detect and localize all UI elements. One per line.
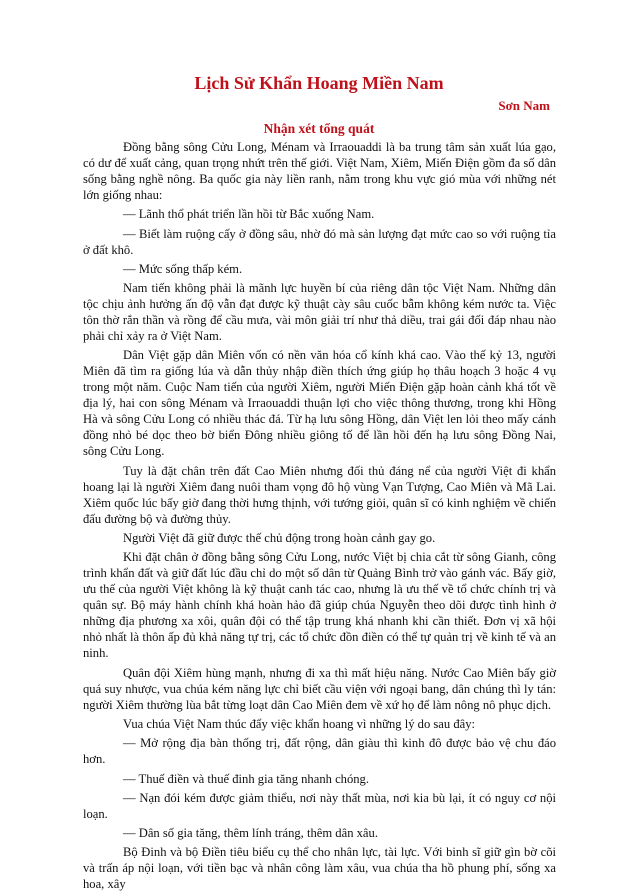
paragraph: — Thuế điền và thuế đinh gia tăng nhanh chóng. — [123, 771, 369, 786]
document-title: Lịch Sử Khẩn Hoang Miền Nam — [194, 73, 444, 93]
author-name: Sơn Nam — [498, 98, 550, 113]
paragraph: Nam tiến không phải là mãnh lực huyền bí của riêng dân tộc Việt Nam. Những dân tộc chịu ảnh hưởng ấn độ vẫn đạt được kỹ thuật cày sâu cuốc bẫm không kém nước ta. Việc tôn thờ rắn thần và rồng để cầu mưa, vài môn giải trí như thả diều, trai gái đối đáp nhau nào phải chỉ xảy ra ở Việt Nam. — [83, 281, 556, 344]
paragraph: Bộ Đinh và bộ Điền tiêu biểu cụ thể cho nhân lực, tài lực. Với binh sĩ giữ gìn bờ cõi và trấn áp nội loạn, với tiền bạc và nhân công làm xâu, vua chúa tha hồ phung phí, sống xa hoa, xây — [83, 845, 556, 892]
paragraph: Vua chúa Việt Nam thúc đẩy việc khẩn hoang vì những lý do sau đây: — [123, 716, 476, 731]
document-body — [83, 139, 556, 896]
paragraph: — Biết làm ruộng cấy ở đồng sâu, nhờ đó mà sản lượng đạt mức cao so với ruộng tỉa ở đất khô. — [83, 226, 556, 257]
paragraph: Tuy là đặt chân trên đất Cao Miên nhưng đối thủ đáng nể của người Việt đi khẩn hoang lại là người Xiêm đang nuôi tham vọng đô hộ vùng Vạn Tượng, Cao Miên và Mã Lai. Xiêm quốc lúc bấy giờ đang thời hưng thịnh, với tướng giỏi, quân sĩ có kinh nghiệm về chiến đấu đường bộ và đường thủy. — [83, 463, 556, 526]
paragraph: Đồng bằng sông Cửu Long, Ménam và Irraouaddi là ba trung tâm sản xuất lúa gạo, có dư để xuất cảng, quan trọng nhứt trên thế giới. Việt Nam, Xiêm, Miến Điện gồm đa số dân sống bằng nghề nông. Ba quốc gia này liền ranh, nằm trong khu vực gió mùa với những nét lớn giống nhau: — [83, 140, 556, 202]
paragraph: Quân đội Xiêm hùng mạnh, nhưng đi xa thì mất hiệu năng. Nước Cao Miên bấy giờ quá suy nhược, vua chúa kém năng lực chỉ biết cầu viện với ngoại bang, dân chúng thì ly tán: người Xiêm thường lùa bắt từng loạt dân Cao Miên đem về xứ họ để làm nông nô phục dịch. — [83, 665, 556, 712]
paragraph: — Nạn đói kém được giảm thiểu, nơi này thất mùa, nơi kia bù lại, ít có nguy cơ nội loạn. — [83, 790, 556, 821]
paragraph: Người Việt đã giữ được thế chủ động trong hoàn cảnh gay go. — [123, 531, 436, 546]
paragraph: — Mở rộng địa bàn thống trị, đất rộng, dân giàu thì kinh đô được bảo vệ chu đáo hơn. — [83, 736, 556, 767]
section-title: Nhận xét tổng quát — [263, 121, 375, 136]
paragraph: — Lãnh thổ phát triển lần hồi từ Bắc xuống Nam. — [123, 207, 375, 222]
paragraph: — Dân số gia tăng, thêm lính tráng, thêm dân xâu. — [123, 826, 378, 841]
paragraph: Dân Việt gặp dân Miên vốn có nền văn hóa cổ kính khá cao. Vào thế kỷ 13, người Miên đã tìm ra giống lúa và dẫn thủy nhập điền thích ứng giúp họ thâu hoạch 3 hoặc 4 vụ trong một năm. Cuộc Nam tiến của người Xiêm, người Miến Điện gặp hoàn cảnh khá tốt về địa lý, hai con sông Ménam và Irraouaddi thuận lợi cho việc thông thương, trong khi Hồng Hà và sông Cửu Long có nhiều thác đá. Từ hạ lưu sông Hồng, dân Việt len lỏi theo mấy cánh đồng nhỏ bé dọc theo bờ biển Đông nhiều giông tố để lần hồi đến hạ lưu sông Đồng Nai, sông Cửu Long. — [83, 348, 556, 459]
paragraph: Khi đặt chân ở đồng bằng sông Cửu Long, nước Việt bị chia cắt từ sông Gianh, công trình khẩn đất và giữ đất lúc đầu chỉ do một số dân từ Quảng Bình trở vào gánh vác. Bấy giờ, ưu thế của người Việt không là kỹ thuật canh tác cao, nhưng là ưu thế về tổ chức chính trị và quân sự. Bộ máy hành chính khá hoàn hảo đã giúp chúa Nguyễn theo dõi được tình hình ở những địa phương xa xôi, quân đội có thể tập trung khá nhanh khi cần thiết. Đơn vị xã hội nhỏ nhất là thôn ấp đủ khả năng tự trị, các tổ chức đồn điền có thể tự quản trị về kinh tế và an ninh. — [83, 550, 556, 661]
paragraph: — Mức sống thấp kém. — [123, 261, 243, 276]
